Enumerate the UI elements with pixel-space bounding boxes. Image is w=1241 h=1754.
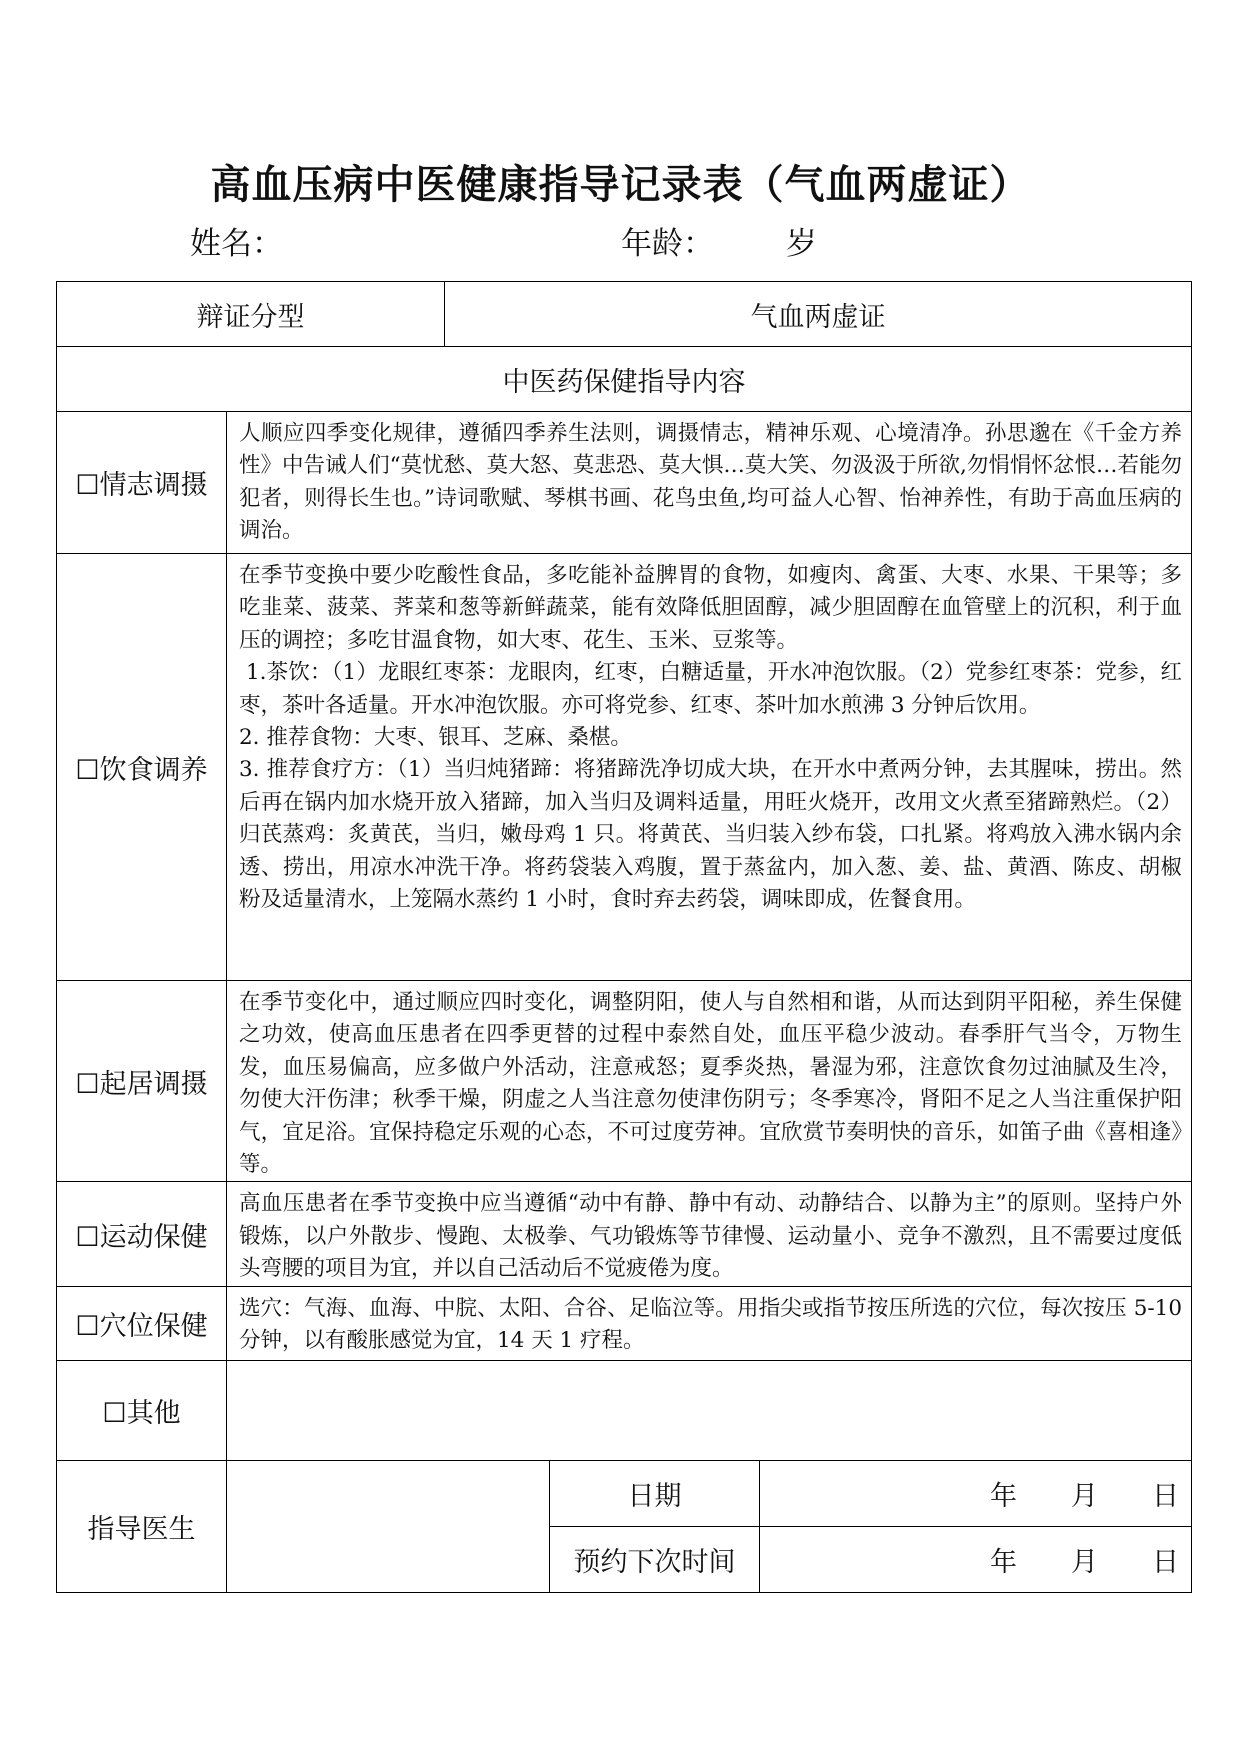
month-label: 月	[1071, 1546, 1099, 1578]
section-paragraph: 在季节变换中要少吃酸性食品，多吃能补益脾胃的食物，如瘦肉、禽蛋、大枣、水果、干果等；多吃韭菜、菠菜、荠菜和葱等新鲜蔬菜，能有效降低胆固醇，减少胆固醇在血管壁上的沉积，利于血压的调控；多吃甘温食物，如大枣、花生、玉米、豆浆等。	[239, 563, 1183, 653]
other-row	[57, 1360, 1192, 1460]
section-content	[227, 412, 1192, 554]
section-paragraph: 1.茶饮：（1）龙眼红枣茶：龙眼肉，红枣，白糖适量，开水冲泡饮服。（2）党参红枣茶：党参，红枣，茶叶各适量。开水冲泡饮服。亦可将党参、红枣、茶叶加水煎沸 3 分钟后饮用。	[239, 660, 1183, 718]
year-label: 年	[990, 1546, 1018, 1578]
section-row	[57, 981, 1192, 1182]
footer-row-date	[57, 1460, 1192, 1526]
section-paragraph: 高血压患者在季节变换中应当遵循“动中有静、静中有动、动静结合、以静为主”的原则。坚持户外锻炼，以户外散步、慢跑、太极拳、气功锻炼等节律慢、运动量小、竞争不激烈，且不需要过度低头弯腰的项目为宜，并以自己活动后不觉疲倦为度。	[239, 1191, 1183, 1282]
section-paragraph: 在季节变化中，通过顺应四时变化，调整阴阳，使人与自然相和谐，从而达到阴平阳秘，养生保健之功效，使高血压患者在四季更替的过程中泰然自处，血压平稳少波动。春季肝气当令，万物生发，血压易偏高，应多做户外活动，注意戒怒；夏季炎热，暑湿为邪，注意饮食勿过油腻及生冷，勿使大汗伤津；秋季干燥，阴虚之人当注意勿使津伤阴亏；冬季寒冷，肾阳不足之人当注重保护阳气，宜足浴。宜保持稳定乐观的心态，不可过度劳神。宜欣赏节奏明快的音乐，如笛子曲《喜相逢》等。	[239, 990, 1183, 1178]
type-value: 气血两虚证	[445, 282, 1192, 347]
section-paragraph: 人顺应四季变化规律，遵循四季养生法则，调摄情志，精神乐观、心境清净。孙思邈在《千金方养性》中告诫人们“莫忧愁、莫大怒、莫悲恐、莫大惧…莫大笑、勿汲汲于所欲,勿悁悁怀忿恨…若能勿犯者，则得长生也。”诗词歌赋、琴棋书画、花鸟虫鱼,均可益人心智、怡神养性，有助于高血压病的调治。	[239, 421, 1183, 544]
other-label: ☐其他	[57, 1360, 227, 1460]
date-label: 日期	[550, 1460, 760, 1526]
section-label: ☐运动保健	[57, 1182, 227, 1286]
name-label: 姓名：	[190, 226, 283, 262]
section-label: ☐穴位保健	[57, 1286, 227, 1360]
section-paragraph: 2. 推荐食物：大枣、银耳、芝麻、桑椹。	[239, 725, 632, 751]
other-field[interactable]	[227, 1360, 1192, 1460]
page-title: 高血压病中医健康指导记录表（气血两虚证）	[210, 161, 1031, 208]
age-label: 年龄：	[621, 226, 714, 262]
next-appointment-label: 预约下次时间	[550, 1526, 760, 1592]
section-row	[57, 412, 1192, 554]
section-row	[57, 554, 1192, 981]
section-row	[57, 1286, 1192, 1360]
section-heading: 中医药保健指导内容	[57, 347, 1192, 412]
guidance-table	[56, 281, 1192, 1593]
day-label: 日	[1152, 1546, 1180, 1578]
age-unit: 岁	[786, 226, 817, 262]
section-paragraph: 3. 推荐食疗方：（1）当归炖猪蹄：将猪蹄洗净切成大块，在开水中煮两分钟，去其腥味，捞出。然后再在锅内加水烧开放入猪蹄，加入当归及调料适量，用旺火烧开，改用文火煮至猪蹄熟烂。（2）归芪蒸鸡：炙黄芪，当归，嫩母鸡 1 只。将黄芪、当归装入纱布袋，口扎紧。将鸡放入沸水锅内余透、捞出，用凉水冲洗干净。将药袋装入鸡腹，置于蒸盆内，加入葱、姜、盐、黄酒、陈皮、胡椒粉及适量清水，上笼隔水蒸约 1 小时，食时弃去药袋，调味即成，佐餐食用。	[239, 757, 1183, 913]
section-paragraph: 选穴：气海、血海、中脘、太阳、合谷、足临泣等。用指尖或指节按压所选的穴位，每次按压 5-10 分钟，以有酸胀感觉为宜，14 天 1 疗程。	[239, 1295, 1183, 1354]
next-appointment-field[interactable]	[760, 1526, 1192, 1592]
day-label: 日	[1152, 1480, 1180, 1512]
section-label: ☐饮食调养	[57, 554, 227, 981]
year-label: 年	[990, 1480, 1018, 1512]
doctor-field[interactable]	[227, 1460, 550, 1592]
section-content	[227, 1182, 1192, 1286]
section-content	[227, 554, 1192, 981]
section-content	[227, 981, 1192, 1182]
month-label: 月	[1071, 1480, 1099, 1512]
doctor-label: 指导医生	[57, 1460, 227, 1592]
type-label: 辩证分型	[57, 282, 445, 347]
section-label: ☐起居调摄	[57, 981, 227, 1182]
section-row	[57, 1182, 1192, 1286]
section-label: ☐情志调摄	[57, 412, 227, 554]
section-content	[227, 1286, 1192, 1360]
date-field[interactable]	[760, 1460, 1192, 1526]
section-heading-row	[57, 347, 1192, 412]
type-row	[57, 282, 1192, 347]
